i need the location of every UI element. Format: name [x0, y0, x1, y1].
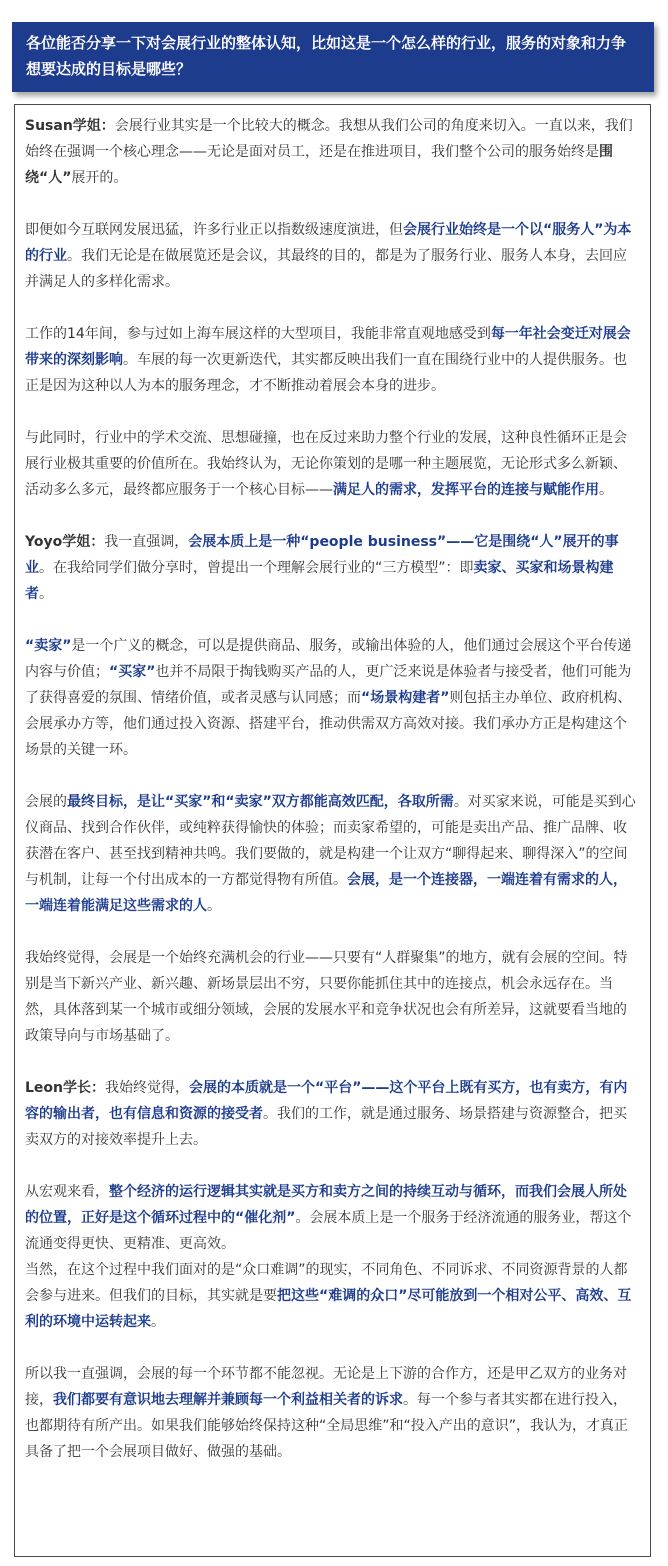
body-text: 。在我给同学们做分享时，曾提出一个理解会展行业的“三方模型”：即	[39, 560, 474, 576]
body-text: 即便如今互联网发展迅猛，许多行业正以指数级速度演进，但	[25, 222, 403, 238]
body-text: 则包括主办单位、政府机构、会展承办方等，他们通过投入资源、搭建平台，推动供需双方高效对接。我们承办方正是构建这个场景的关键一环。	[25, 690, 632, 758]
answer-paragraph	[25, 789, 640, 919]
answer-paragraph	[25, 113, 640, 191]
question-text: 各位能否分享一下对会展行业的整体认知，比如这是一个怎么样的行业，服务的对象和力争想要达成的目标是哪些？	[26, 34, 627, 78]
speaker-name: Leon学长：	[25, 1080, 106, 1096]
body-text: 。我们的工作，就是通过服务、场景搭建与资源整合，把买卖双方的对接效率提升上去。	[25, 1106, 627, 1148]
body-text: 工作的14年间，参与过如上海车展这样的大型项目，我能非常直观地感受到	[25, 326, 491, 342]
answer-paragraph	[25, 217, 640, 295]
highlight-text: 整个经济的运行逻辑其实就是买方和卖方之间的持续互动与循环，而我们会展人所处的位置，正好是这个循环过程中的“催化剂”	[25, 1184, 627, 1226]
highlight-text: 每一年社会变迁对展会带来的深刻影响	[25, 326, 631, 368]
answer-paragraph	[25, 529, 640, 607]
highlight-text: 卖家、买家和场景构建者	[25, 560, 614, 602]
question-banner	[12, 22, 654, 92]
answer-paragraph	[25, 1361, 640, 1465]
highlight-text: 满足人的需求，发挥平台的连接与赋能作用	[333, 482, 599, 498]
answer-paragraph	[25, 1179, 640, 1257]
answer-paragraph	[25, 1257, 640, 1335]
body-text: 。	[151, 1314, 165, 1330]
highlight-text: 会展本质上是一种“people business”——它是围绕“人”展开的事业	[25, 534, 619, 576]
body-text: 所以我一直强调，会展的每一个环节都不能忽视。无论是上下游的合作方，还是甲乙双方的业务对接，	[25, 1366, 627, 1408]
body-text: 。	[599, 482, 613, 498]
body-text: 围绕“人”	[25, 144, 613, 186]
highlight-text: “场景构建者”	[361, 690, 450, 706]
answer-paragraph	[25, 321, 640, 399]
body-text: 是一个广义的概念，可以是提供商品、服务，或输出体验的人，他们通过会展这个平台传递内容与价值；	[25, 638, 632, 680]
body-text: 会展的	[25, 794, 67, 810]
body-text: 我一直强调，	[104, 534, 189, 550]
highlight-text: 我们都要有意识地去理解并兼顾每一个利益相关者的诉求	[53, 1392, 403, 1408]
highlight-text: 会展，是一个连接器，一端连着有需求的人，一端连着能满足这些需求的人	[25, 872, 627, 914]
highlight-text: 最终目标，是让“买家”和“卖家”双方都能高效匹配，各取所需	[67, 794, 454, 810]
highlight-text: “买家”	[109, 664, 156, 680]
body-text: 。每一个参与者其实都在进行投入，也都期待有所产出。如果我们能够始终保持这种“全局思维”和“投入产出的意识”，我认为，才真正具备了把一个会展项目做好、做强的基础。	[25, 1392, 629, 1460]
highlight-text: 把这些“难调的众口”尽可能放到一个相对公平、高效、互利的环境中运转起来	[25, 1288, 632, 1330]
body-text: 我始终觉得，	[105, 1080, 190, 1096]
body-text: 。对买家来说，可能是买到心仪商品、找到合作伙伴，或纯粹获得愉快的体验；而卖家希望的，可能是卖出产品、推广品牌、收获潜在客户、甚至找到精神共鸣。我们要做的，就是构建一个让双方“聊得起来、聊得深入”的空间与机制，让每一个付出成本的一方都觉得物有所值。	[25, 794, 636, 888]
body-text: 会展行业其实是一个比较大的概念。我想从我们公司的角度来切入。一直以来，我们始终在强调一个核心理念——无论是面对员工，还是在推进项目，我们整个公司的服务始终是	[25, 118, 633, 160]
body-text: 。车展的每一次更新迭代，其实都反映出我们一直在围绕行业中的人提供服务。也正是因为这种以人为本的服务理念，才不断推动着展会本身的进步。	[25, 352, 627, 394]
body-text: 。	[207, 898, 221, 914]
answer-box	[14, 104, 651, 1557]
body-text: 。我们无论是在做展览还是会议，其最终的目的，都是为了服务行业、服务人本身，去回应并满足人的多样化需求。	[25, 248, 627, 290]
body-text: 展开的。	[71, 170, 128, 186]
highlight-text: 会展的本质就是一个“平台”——这个平台上既有买方，也有卖方，有内容的输出者，也有信息和资源的接受者	[25, 1080, 628, 1122]
body-text: 从宏观来看，	[25, 1184, 109, 1200]
answer-paragraph	[25, 945, 640, 1049]
body-text: 我始终觉得，会展是一个始终充满机会的行业——只要有“人群聚集”的地方，就有会展的空间。特别是当下新兴产业、新兴趣、新场景层出不穷，只要你能抓住其中的连接点，机会永远存在。当然，具体落到某一个城市或细分领域，会展的发展水平和竞争状况也会有所差异，这就要看当地的政策导向与市场基础了。	[25, 950, 628, 1044]
body-text: 。会展本质上是一个服务于经济流通的服务业，帮这个流通变得更快、更精准、更高效。	[25, 1210, 632, 1252]
body-text: 。	[39, 586, 53, 602]
body-text: 当然，在这个过程中我们面对的是“众口难调”的现实，不同角色、不同诉求、不同资源背景的人都会参与进来。但我们的目标，其实就是要	[25, 1262, 628, 1304]
speaker-name: Susan学姐：	[25, 118, 115, 134]
answer-paragraph	[25, 1075, 640, 1153]
body-text: 也并不局限于掏钱购买产品的人，更广泛来说是体验者与接受者，他们可能为了获得喜爱的氛围、情绪价值，或者灵感与认同感；而	[25, 664, 632, 706]
speaker-name: Yoyo学姐：	[25, 534, 105, 550]
answer-paragraph	[25, 633, 640, 763]
answer-paragraph	[25, 425, 640, 503]
highlight-text: 会展行业始终是一个以“服务人”为本的行业	[25, 222, 632, 264]
highlight-text: “卖家”	[25, 638, 72, 654]
body-text: 与此同时，行业中的学术交流、思想碰撞，也在反过来助力整个行业的发展，这种良性循环正是会展行业极其重要的价值所在。我始终认为，无论你策划的是哪一种主题展览，无论形式多么新颖、活动多么多元，最终都应服务于一个核心目标——	[25, 430, 627, 498]
